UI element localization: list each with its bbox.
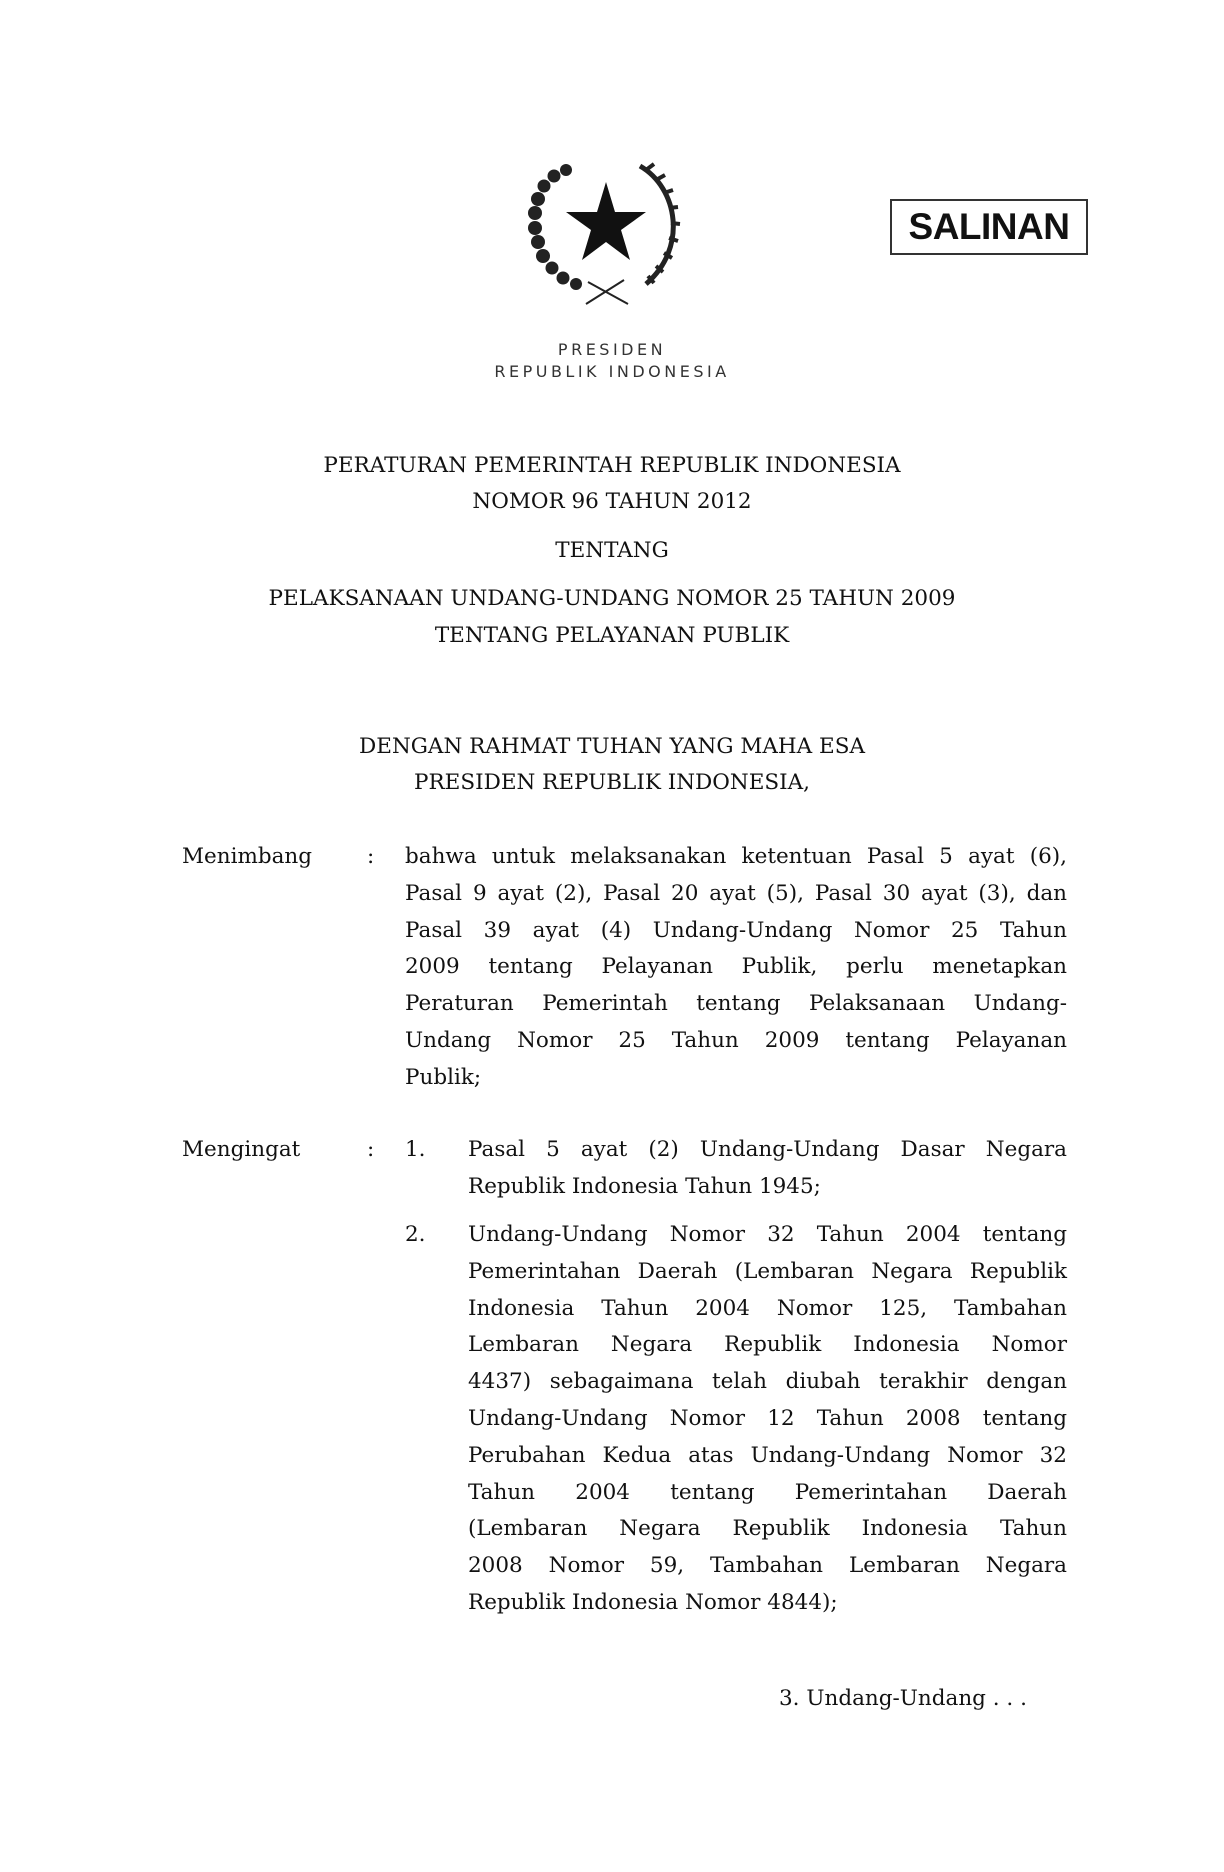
text-line: 4437) sebagaimana telah diubah terakhir dengan <box>468 1369 1067 1395</box>
text-line: bahwa untuk melaksanakan ketentuan Pasal 5 ayat (6), <box>405 844 1067 869</box>
mengingat-colon: : <box>367 1137 375 1162</box>
text-line: Publik; <box>405 1064 482 1090</box>
page-continuation: 3. Undang-Undang . . . <box>779 1686 1027 1711</box>
preamble-line-1: DENGAN RAHMAT TUHAN YANG MAHA ESA <box>359 734 865 759</box>
presidential-emblem <box>528 158 688 306</box>
salinan-stamp: SALINAN <box>890 199 1088 255</box>
text-line: Undang-Undang Nomor 32 Tahun 2004 tentang <box>468 1222 1067 1247</box>
text-line: Undang Nomor 25 Tahun 2009 tentang Pelayanan <box>405 1027 1067 1053</box>
text-line: 2008 Nomor 59, Tambahan Lembaran Negara <box>468 1553 1067 1579</box>
text-line: (Lembaran Negara Republik Indonesia Tahun <box>468 1516 1067 1542</box>
menimbang-colon: : <box>367 844 375 869</box>
text-line: Republik Indonesia Tahun 1945; <box>468 1173 821 1199</box>
text-line: Lembaran Negara Republik Indonesia Nomor <box>468 1332 1067 1358</box>
mengingat-label: Mengingat <box>182 1137 301 1162</box>
title-line-1: PERATURAN PEMERINTAH REPUBLIK INDONESIA <box>323 453 901 478</box>
star-icon <box>566 182 646 260</box>
list-item <box>468 1217 1067 1622</box>
text-line: Pasal 9 ayat (2), Pasal 20 ayat (5), Pasal 30 ayat (3), dan <box>405 880 1067 906</box>
list-item-number: 1. <box>405 1137 426 1162</box>
wreath-left-icon <box>528 164 582 290</box>
list-item <box>468 1132 1067 1206</box>
menimbang-text <box>405 839 1067 1097</box>
text-line: Perubahan Kedua atas Undang-Undang Nomor 32 <box>468 1442 1067 1468</box>
text-line: Pemerintahan Daerah (Lembaran Negara Republik <box>468 1258 1067 1284</box>
list-item-number: 2. <box>405 1222 426 1247</box>
text-line: Tahun 2004 tentang Pemerintahan Daerah <box>468 1479 1067 1505</box>
text-line: Pasal 5 ayat (2) Undang-Undang Dasar Negara <box>468 1137 1067 1162</box>
emblem-caption-republic: REPUBLIK INDONESIA <box>494 362 730 381</box>
text-line: Pasal 39 ayat (4) Undang-Undang Nomor 25 Tahun <box>405 917 1067 943</box>
text-line: Republik Indonesia Nomor 4844); <box>468 1589 838 1615</box>
menimbang-label: Menimbang <box>182 844 313 869</box>
emblem-caption-president: PRESIDEN <box>557 340 667 359</box>
preamble-line-2: PRESIDEN REPUBLIK INDONESIA, <box>414 770 810 795</box>
text-line: Indonesia Tahun 2004 Nomor 125, Tambahan <box>468 1295 1067 1321</box>
text-line: 2009 tentang Pelayanan Publik, perlu menetapkan <box>405 954 1067 980</box>
text-line: Undang-Undang Nomor 12 Tahun 2008 tentang <box>468 1405 1067 1431</box>
title-line-3: TENTANG <box>555 538 669 563</box>
wreath-right-icon <box>640 164 680 284</box>
title-line-4: PELAKSANAAN UNDANG-UNDANG NOMOR 25 TAHUN 2009 <box>268 586 956 611</box>
title-line-2: NOMOR 96 TAHUN 2012 <box>472 489 752 514</box>
title-line-5: TENTANG PELAYANAN PUBLIK <box>434 623 790 648</box>
text-line: Peraturan Pemerintah tentang Pelaksanaan Undang- <box>405 991 1067 1017</box>
